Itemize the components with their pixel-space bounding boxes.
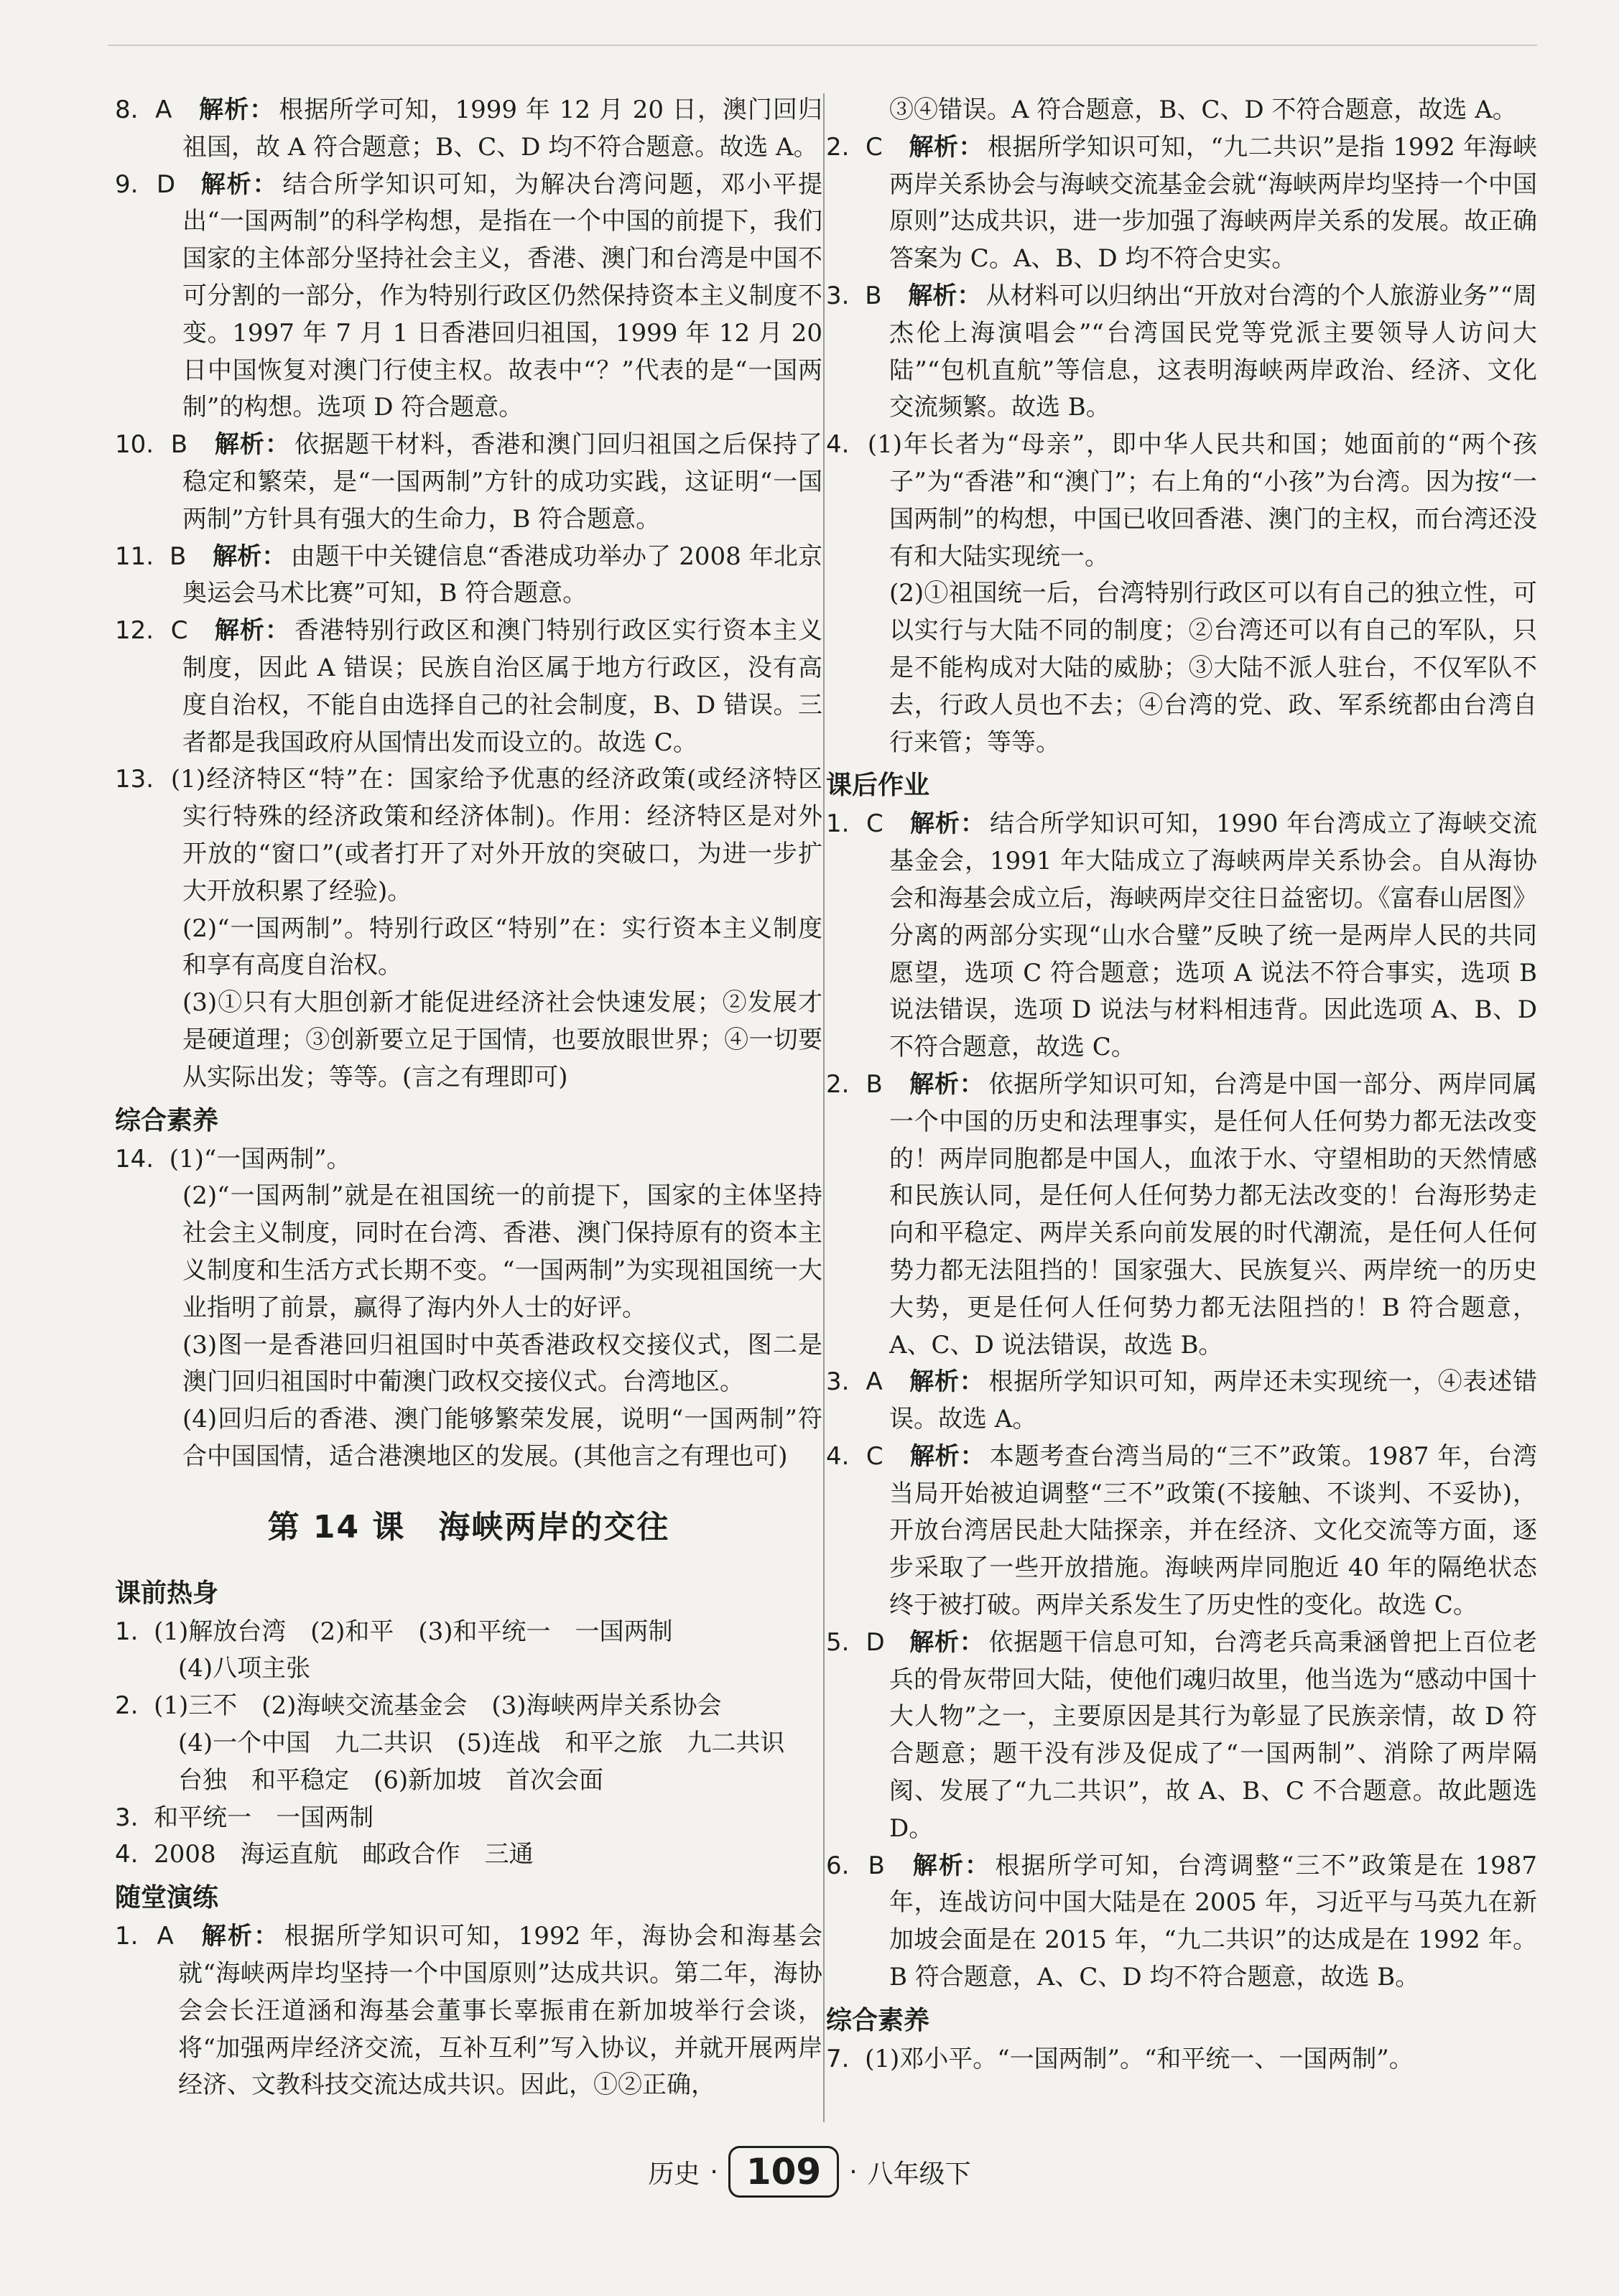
analysis-label: 解析：: [199, 169, 279, 199]
answer-item: [826, 1848, 1537, 1997]
warmup-answer-list: [115, 1614, 822, 1874]
footer-dot-right: ·: [849, 2157, 858, 2187]
answer-item: [826, 1625, 1537, 1848]
right-column: [826, 92, 1537, 2078]
analysis-label: 解析：: [909, 1367, 985, 1397]
answer-choice: A: [155, 96, 172, 124]
answer-choice: B: [868, 1851, 885, 1880]
top-rule: [108, 45, 1537, 46]
answer-choice: B: [170, 430, 188, 460]
analysis-text: 结合所学知识可知，1990 年台湾成立了海峡交流基金会，1991 年大陆成立了海峡两岸关系协会。自从海协会和海基会成立后，海峡两岸交往日益密切。《富春山居图》分离的两部分实现“山水合璧”反映了统一是两岸人民的共同愿望，选项 C 符合题意；选项 A 说法不符合事实，选项 B 说法错误，选项 D 说法与材料相违背。因此选项 A、B、D 不符合题意，故选 C。: [889, 809, 1537, 1062]
answer-13-part3: (3)①只有大胆创新才能促进经济社会快速发展；②发展才是硬道理；③创新要立足于国情，也要放眼世界；④一切要从实际出发；等等。(言之有理即可): [182, 988, 822, 1092]
answer-choice: C: [866, 1441, 883, 1471]
analysis-label: 解析：: [212, 542, 287, 571]
answer-number: 5.: [826, 1627, 850, 1657]
answer-number: 4.: [826, 1441, 850, 1471]
answer-item: [826, 129, 1537, 278]
warmup-answer-line: [115, 1650, 822, 1688]
answer-number: 2.: [826, 1069, 850, 1099]
analysis-label: 解析：: [213, 616, 290, 646]
page-footer: [0, 2143, 1619, 2200]
section-heading-zonghe: 综合素养: [115, 1105, 219, 1135]
answer-choice: C: [170, 616, 188, 646]
warmup-answer-line: [115, 1762, 822, 1800]
answer-choice: B: [865, 281, 882, 310]
analysis-text: 依据题干材料，香港和澳门回归祖国之后保持了稳定和繁荣，是“一国两制”方针的成功实践，这证明“一国两制”方针具有强大的生命力，B 符合题意。: [182, 430, 822, 534]
answer-number: 2.: [115, 1691, 139, 1721]
analysis-text: 本题考查台湾当局的“三不”政策。1987 年，台湾当局开始被迫调整“三不”政策(不接触、不谈判、不妥协)，开放台湾居民赴大陆探亲，并在经济、文化交流等方面，逐步采取了一些开放措施。海峡两岸同胞近 40 年的隔绝状态终于被打破。两岸关系发生了历史性的变化。故选 C。: [889, 1441, 1537, 1620]
answer-14-part4: (4)回归后的香港、澳门能够繁荣发展，说明“一国两制”符合中国国情，适合港澳地区的发展。(其他言之有理也可): [182, 1405, 822, 1471]
analysis-text: 由题干中关键信息“香港成功举办了 2008 年北京奥运会马术比赛”可知，B 符合题意。: [182, 542, 822, 608]
section-heading-zonghe-right: 综合素养: [826, 2005, 930, 2035]
answer-item: [115, 167, 822, 427]
analysis-text: 根据所学可知，1999 年 12 月 20 日，澳门回归祖国，故 A 符合题意；B、C、D 均不符合题意。故选 A。: [182, 96, 823, 162]
answer-choice: A: [866, 1367, 883, 1397]
warmup-answer-text: (4)一个中国 九二共识 (5)连战 和平之旅 九二共识: [178, 1729, 785, 1758]
warmup-answer-text: (1)三不 (2)海峡交流基金会 (3)海峡两岸关系协会: [154, 1691, 722, 1721]
analysis-text: 结合所学知识可知，为解决台湾问题，邓小平提出“一国两制”的科学构想，是指在一个中国的前提下，我们国家的主体部分坚持社会主义，香港、澳门和台湾是中国不可分割的一部分，作为特别行政区仍然保持资本主义制度不变。1997 年 7 月 1 日香港回归祖国，1999 年 12 月 20 日中国恢复对澳门行使主权。故表中“？”代表的是“一国两制”的构想。选项 D 符合题意。: [182, 169, 823, 422]
answer-number: 2.: [826, 132, 850, 162]
homework-answer-list: [826, 806, 1537, 1997]
warmup-answer-text: (4)八项主张: [178, 1654, 311, 1683]
warmup-answer-text: 2008 海运直航 邮政合作 三通: [154, 1840, 534, 1869]
warmup-answer-text: (1)解放台湾 (2)和平 (3)和平统一 一国两制: [154, 1617, 673, 1646]
warmup-answer-line: [115, 1725, 822, 1762]
column-divider: [823, 93, 825, 2122]
answer-choice: D: [866, 1627, 885, 1657]
answer-number: 3.: [826, 1367, 850, 1397]
section-heading-suitang: 随堂演练: [115, 1883, 219, 1913]
answer-number: 10.: [115, 430, 154, 460]
answer-14-part3: (3)图一是香港回归祖国时中英香港政权交接仪式，图二是澳门回归祖国时中葡澳门政权交接仪式。台湾地区。: [182, 1330, 822, 1397]
section-heading-kehou: 课后作业: [826, 771, 930, 801]
analysis-text: 根据所学知识可知，两岸还未实现统一，④表述错误。故选 A。: [889, 1367, 1537, 1434]
practice-answer-1: 1. A 解析： 根据所学知识可知，1992 年，海协会和海基会就“海峡两岸均坚持一个中国原则”达成共识。第二年，海协会会长汪道涵和海基会董事长辜振甫在新加坡举行会谈，将“加强两岸经济交流，互补互利”写入协议，并就开展两岸经济、文教科技交流达成共识。因此，①②正确，: [115, 1922, 823, 2100]
analysis-label: 解析：: [909, 1069, 985, 1099]
homework-answer-7: 7. (1)邓小平。“一国两制”。“和平统一、一国两制”。: [826, 2044, 1414, 2073]
answer-number: 11.: [115, 542, 154, 571]
warmup-answer-text: 台独 和平稳定 (6)新加坡 首次会面: [178, 1765, 604, 1795]
answer-item: [115, 613, 822, 761]
answer-item: [826, 806, 1537, 1066]
warmup-answer-line: [115, 1836, 822, 1874]
answer-number: 1.: [826, 809, 850, 839]
analysis-label: 解析：: [911, 1851, 991, 1880]
warmup-answer-line: [115, 1688, 822, 1725]
analysis-label: 解析：: [198, 96, 275, 124]
answer-number: 12.: [115, 616, 154, 646]
page-number: 109: [728, 2146, 839, 2198]
answer-13-part2: (2)“一国两制”。特别行政区“特别”在：实行资本主义制度和享有高度自治权。: [182, 914, 822, 980]
footer-grade: 八年级下: [867, 2159, 971, 2189]
practice-answer-1-continued: ③④错误。A 符合题意，B、C、D 不符合题意，故选 A。: [889, 96, 1517, 124]
answer-number: 3.: [115, 1803, 139, 1832]
answer-14-part2: (2)“一国两制”就是在祖国统一的前提下，国家的主体坚持社会主义制度，同时在台湾、香港、澳门保持原有的资本主义制度和生活方式长期不变。“一国两制”为实现祖国统一大业指明了前景，赢得了海内外人士的好评。: [182, 1181, 822, 1322]
answer-item: [115, 427, 822, 538]
footer-dot-left: ·: [710, 2157, 718, 2187]
answer-number: 6.: [826, 1851, 850, 1880]
analysis-label: 解析：: [909, 1441, 985, 1471]
answer-13: 13. (1)经济特区“特”在：国家给予优惠的经济政策(或经济特区实行特殊的经济政策和经济体制)。作用：经济特区是对外开放的“窗口”(或者打开了对外开放的突破口，为进一步扩大开放积累了经验)。: [115, 765, 822, 906]
analysis-label: 解析：: [213, 430, 290, 460]
answer-item: [826, 1439, 1537, 1625]
left-column: [115, 92, 822, 2104]
answer-choice: D: [156, 169, 176, 199]
practice-answer-list: [826, 129, 1537, 427]
analysis-label: 解析：: [909, 809, 985, 839]
analysis-text: 依据题干信息可知，台湾老兵高秉涵曾把上百位老兵的骨灰带回大陆，使他们魂归故里，他当选为“感动中国十大人物”之一，主要原因是其行为彰显了民族亲情，故 D 符合题意；题干没有涉及促成了“一国两制”、消除了两岸隔阂、发展了“九二共识”，故 A、B、C 不合题意。故此题选 D。: [889, 1627, 1537, 1843]
answer-item: [826, 1066, 1537, 1364]
left-answer-list: [115, 92, 822, 761]
answer-number: 3.: [826, 281, 850, 310]
warmup-answer-line: [115, 1800, 822, 1837]
answer-14: 14. (1)“一国两制”。: [115, 1144, 351, 1173]
footer-subject: 历史: [648, 2159, 700, 2189]
answer-number: 1.: [115, 1617, 139, 1646]
answer-item: [115, 539, 822, 613]
answer-number: 9.: [115, 169, 139, 199]
practice-answer-4-part2: (2)①祖国统一后，台湾特别行政区可以有自己的独立性，可以实行与大陆不同的制度；②台湾还可以有自己的军队，只是不能构成对大陆的威胁；③大陆不派人驻台，不仅军队不去，行政人员也不去；④台湾的党、政、军系统都由台湾自行来管；等等。: [889, 579, 1537, 757]
answer-number: 4.: [115, 1840, 139, 1869]
analysis-text: 依据所学知识可知，台湾是中国一部分、两岸同属一个中国的历史和法理事实，是任何人任何势力都无法改变的！两岸同胞都是中国人，血浓于水、守望相助的天然情感和民族认同，是任何人任何势力都无法改变的！台海形势走向和平稳定、两岸关系向前发展的时代潮流，是任何人任何势力都无法阻挡的！国家强大、民族复兴、两岸统一的历史大势，更是任何人任何势力都无法阻挡的！B 符合题意，A、C、D 说法错误，故选 B。: [889, 1069, 1537, 1360]
analysis-text: 从材料可以归纳出“开放对台湾的个人旅游业务”“周杰伦上海演唱会”“台湾国民党等党派主要领导人访问大陆”“包机直航”等信息，这表明海峡两岸政治、经济、文化交流频繁。故选 B。: [889, 281, 1537, 422]
section-heading-keqian: 课前热身: [115, 1578, 219, 1608]
analysis-label: 解析：: [909, 132, 983, 162]
answer-item: [115, 92, 822, 167]
warmup-answer-line: [115, 1614, 822, 1651]
answer-choice: C: [866, 132, 883, 162]
answer-item: [826, 278, 1537, 427]
practice-answer-4: 4. (1)年长者为“母亲”，即中华人民共和国；她面前的“两个孩子”为“香港”和“澳门”；右上角的“小孩”为台湾。因为按“一国两制”的构想，中国已收回香港、澳门的主权，而台湾还没有和大陆实现统一。: [826, 430, 1537, 571]
answer-number: 8.: [115, 96, 139, 124]
answer-item: [826, 1364, 1537, 1439]
answer-choice: C: [866, 809, 883, 839]
analysis-text: 香港特别行政区和澳门特别行政区实行资本主义制度，因此 A 错误；民族自治区属于地方行政区，没有高度自治权，不能自由选择自己的社会制度，B、D 错误。三者都是我国政府从国情出发而设立的。故选 C。: [182, 616, 822, 757]
analysis-label: 解析：: [909, 1627, 985, 1657]
answer-choice: B: [169, 542, 187, 571]
answer-choice: B: [866, 1069, 883, 1099]
warmup-answer-text: 和平统一 一国两制: [154, 1803, 374, 1832]
analysis-text: 根据所学可知，台湾调整“三不”政策是在 1987 年，连战访问中国大陆是在 2005 年，习近平与马英九在新加坡会面是在 2015 年，“九二共识”的达成是在 1992 年。B 符合题意，A、C、D 均不符合题意，故选 B。: [889, 1851, 1537, 1992]
lesson-title: 第 14 课 海峡两岸的交往: [267, 1508, 670, 1546]
analysis-label: 解析：: [908, 281, 982, 310]
analysis-text: 根据所学知识可知，“九二共识”是指 1992 年海峡两岸关系协会与海峡交流基金会就“海峡两岸均坚持一个中国原则”达成共识，进一步加强了海峡两岸关系的发展。故正确答案为 C。A、B、D 均不符合史实。: [889, 132, 1538, 274]
